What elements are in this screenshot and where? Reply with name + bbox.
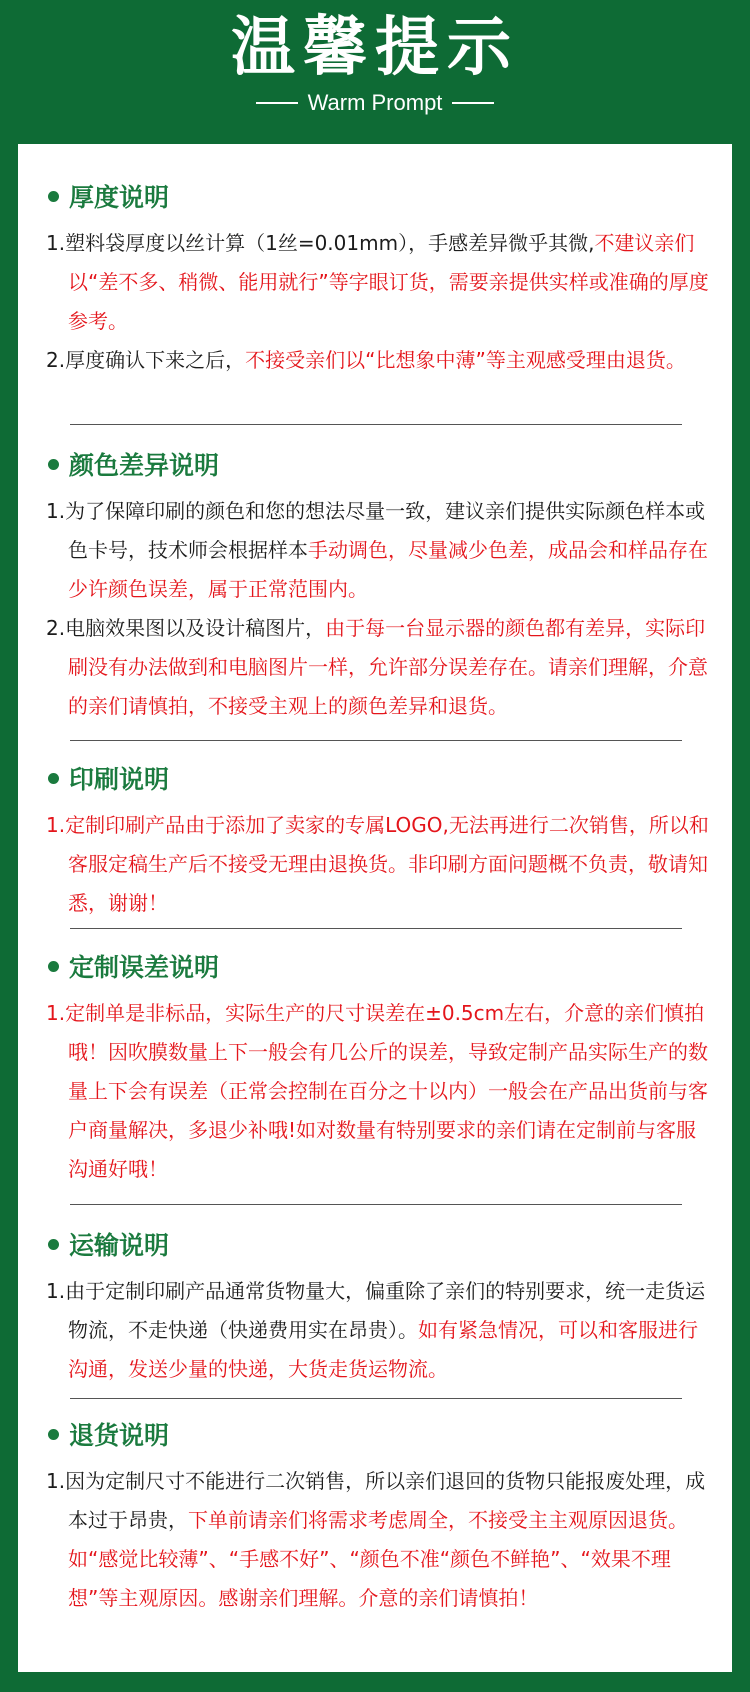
page-subtitle-row: [0, 88, 750, 118]
section-color-difference: [18, 444, 732, 726]
page-subtitle: Warm Prompt: [307, 90, 443, 115]
list-item: [46, 492, 712, 609]
section-divider: [70, 1204, 682, 1205]
section-items: [46, 994, 712, 1189]
section-divider: [70, 740, 682, 741]
section-header: [48, 1224, 732, 1264]
item-number: 1.: [46, 1001, 66, 1025]
bullet-dot-icon: [48, 191, 59, 202]
item-number: 2.: [46, 616, 66, 640]
subtitle-right-line: [452, 102, 494, 104]
section-title: 定制误差说明: [69, 953, 220, 982]
section-returns: [18, 1414, 732, 1618]
section-divider: [70, 928, 682, 929]
header-banner: [0, 0, 750, 138]
bullet-dot-icon: [48, 961, 59, 972]
section-divider: [70, 1398, 682, 1399]
section-shipping: [18, 1224, 732, 1389]
notice-panel: [18, 144, 732, 1672]
section-thickness: [18, 176, 732, 380]
item-warning-text: 手动调色，尽量减少色差，成品会和样品存在少许颜色误差，属于正常范围内。: [68, 538, 708, 601]
bullet-dot-icon: [48, 1239, 59, 1250]
section-title: 印刷说明: [69, 765, 170, 794]
item-warning-text: 下单前请亲们将需求考虑周全，不接受主主观原因退货。如“感觉比较薄”、“手感不好”、“颜色不准“颜色不鲜艳”、“效果不理想”等主观原因。感谢亲们理解。介意的亲们请慎拍！: [68, 1508, 688, 1610]
item-text: 塑料袋厚度以丝计算（1丝=0.01mm），手感差异微乎其微,: [65, 231, 595, 255]
item-number: 2.: [46, 348, 66, 372]
item-number: 1.: [46, 499, 66, 523]
section-header: [48, 444, 732, 484]
item-number: 1.: [46, 1469, 66, 1493]
section-header: [48, 946, 732, 986]
section-title: 颜色差异说明: [69, 451, 220, 480]
section-items: [46, 1462, 712, 1618]
item-text: 因为定制尺寸不能进行二次销售，所以亲们退回的货物只能报废处理，成本过于昂贵，: [65, 1469, 706, 1532]
section-header: [48, 1414, 732, 1454]
item-text: 由于定制印刷产品通常货物量大，偏重除了亲们的特别要求，统一走货运物流，不走快递（快递费用实在昂贵）。: [65, 1279, 706, 1342]
section-custom-tolerance: [18, 946, 732, 1189]
list-item: [46, 1272, 712, 1389]
list-item: [46, 994, 712, 1189]
list-item: [46, 1462, 712, 1618]
section-header: [48, 758, 732, 798]
item-number: 1.: [46, 813, 66, 837]
item-warning-text: 定制单是非标品，实际生产的尺寸误差在±0.5cm左右，介意的亲们慎拍哦！因吹膜数量上下一般会有几公斤的误差，导致定制产品实际生产的数量上下会有误差（正常会控制在百分之十以内）一般会在产品出货前与客户商量解决，多退少补哦!如对数量有特别要求的亲们请在定制前与客服沟通好哦！: [65, 1001, 708, 1181]
bullet-dot-icon: [48, 773, 59, 784]
list-item: [46, 341, 712, 380]
section-printing: [18, 758, 732, 923]
section-title: 运输说明: [69, 1231, 170, 1260]
section-divider: [70, 424, 682, 425]
section-items: [46, 224, 712, 380]
item-warning-text: 不接受亲们以“比想象中薄”等主观感受理由退货。: [245, 348, 686, 372]
list-item: [46, 224, 712, 341]
item-warning-text: 不建议亲们以“差不多、稍微、能用就行”等字眼订货，需要亲提供实样或准确的厚度参考。: [68, 231, 709, 333]
bullet-dot-icon: [48, 1429, 59, 1440]
item-warning-text: 如有紧急情况，可以和客服进行沟通，发送少量的快递，大货走货运物流。: [68, 1318, 698, 1381]
item-warning-text: 定制印刷产品由于添加了卖家的专属LOGO,无法再进行二次销售，所以和客服定稿生产后不接受无理由退换货。非印刷方面问题概不负责，敬请知悉，谢谢！: [65, 813, 709, 915]
list-item: [46, 806, 712, 923]
item-text: 厚度确认下来之后，: [65, 348, 246, 372]
section-items: [46, 492, 712, 726]
section-header: [48, 176, 732, 216]
bullet-dot-icon: [48, 459, 59, 470]
section-items: [46, 1272, 712, 1389]
list-item: [46, 609, 712, 726]
page-title: 温馨提示: [231, 11, 519, 85]
item-text: 为了保障印刷的颜色和您的想法尽量一致，建议亲们提供实际颜色样本或色卡号，技术师会根据样本: [65, 499, 706, 562]
item-warning-text: 由于每一台显示器的颜色都有差异，实际印刷没有办法做到和电脑图片一样，允许部分误差存在。请亲们理解，介意的亲们请慎拍，不接受主观上的颜色差异和退货。: [68, 616, 708, 718]
subtitle-left-line: [256, 102, 298, 104]
item-number: 1.: [46, 1279, 66, 1303]
section-title: 退货说明: [69, 1421, 170, 1450]
section-title: 厚度说明: [69, 183, 170, 212]
item-number: 1.: [46, 231, 66, 255]
item-text: 电脑效果图以及设计稿图片，: [65, 616, 326, 640]
section-items: [46, 806, 712, 923]
